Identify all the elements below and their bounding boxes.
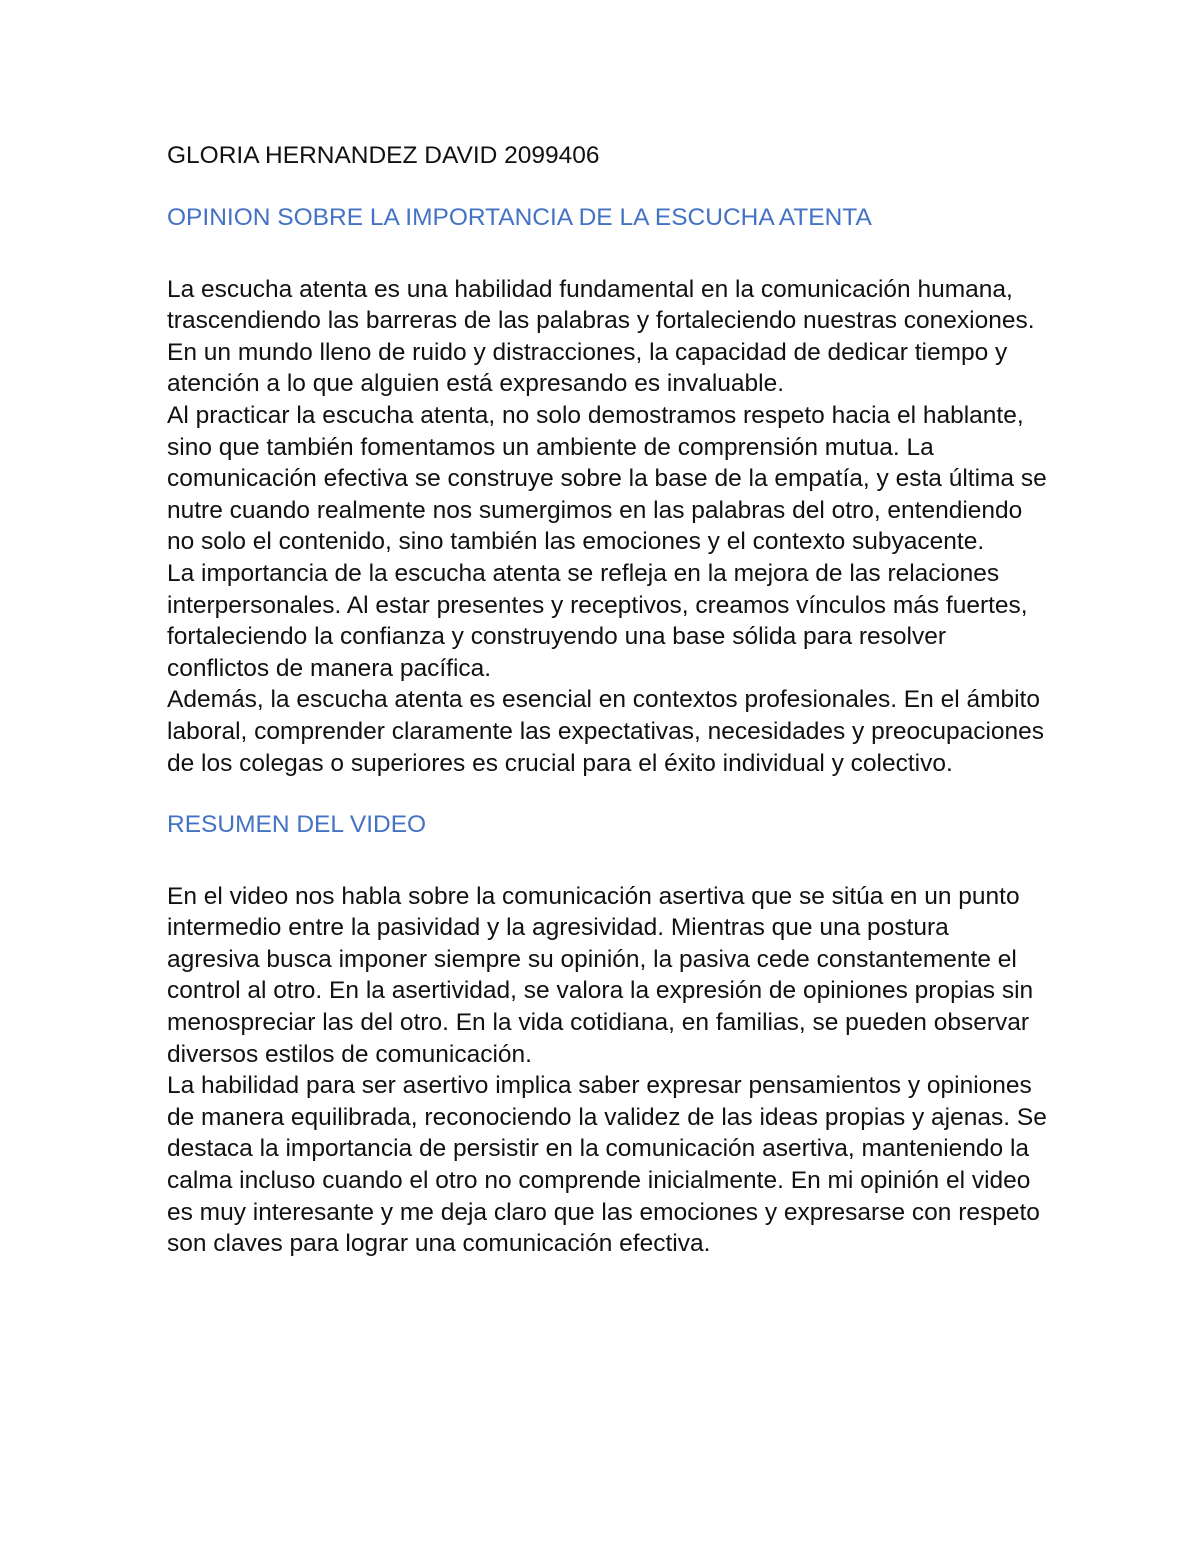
document-content	[167, 140, 1047, 1260]
paragraph: La importancia de la escucha atenta se refleja en la mejora de las relaciones interpersonales. Al estar presentes y receptivos, creamos vínculos más fuertes, fortaleciendo la confianza y construyendo una base sólida para resolver conflictos de manera pacífica.	[167, 559, 1028, 682]
section-heading-opinion: OPINION SOBRE LA IMPORTANCIA DE LA ESCUCHA ATENTA	[167, 204, 872, 231]
section-body-resumen	[167, 881, 1047, 1260]
paragraph: La habilidad para ser asertivo implica saber expresar pensamientos y opiniones de manera equilibrada, reconociendo la validez de las ideas propias y ajenas. Se destaca la importancia de persistir en la comunicación asertiva, manteniendo la calma incluso cuando el otro no comprende inicialmente. En mi opinión el video es muy interesante y me deja claro que las emociones y expresarse con respeto son claves para lograr una comunicación efectiva.	[167, 1072, 1047, 1258]
section-body-opinion	[167, 274, 1047, 780]
section-heading-resumen: RESUMEN DEL VIDEO	[167, 811, 427, 839]
paragraph: En el video nos habla sobre la comunicación asertiva que se sitúa en un punto intermedio entre la pasividad y la agresividad. Mientras que una postura agresiva busca imponer siempre su opinión, la pasiva cede constantemente el control al otro. En la asertividad, se valora la expresión de opiniones propias sin menospreciar las del otro. En la vida cotidiana, en familias, se pueden observar diversos estilos de comunicación.	[167, 882, 1034, 1068]
author-line: GLORIA HERNANDEZ DAVID 2099406	[167, 142, 600, 169]
paragraph: Al practicar la escucha atenta, no solo demostramos respeto hacia el hablante, sino que también fomentamos un ambiente de comprensión mutua. La comunicación efectiva se construye sobre la base de la empatía, y esta última se nutre cuando realmente nos sumergimos en las palabras del otro, entendiendo no solo el contenido, sino también las emociones y el contexto subyacente.	[167, 401, 1047, 556]
paragraph: La escucha atenta es una habilidad fundamental en la comunicación humana, trascendiendo las barreras de las palabras y fortaleciendo nuestras conexiones. En un mundo lleno de ruido y distracciones, la capacidad de dedicar tiempo y atención a lo que alguien está expresando es invaluable.	[167, 275, 1035, 398]
paragraph: Además, la escucha atenta es esencial en contextos profesionales. En el ámbito laboral, comprender claramente las expectativas, necesidades y preocupaciones de los colegas o superiores es crucial para el éxito individual y colectivo.	[167, 686, 1045, 777]
